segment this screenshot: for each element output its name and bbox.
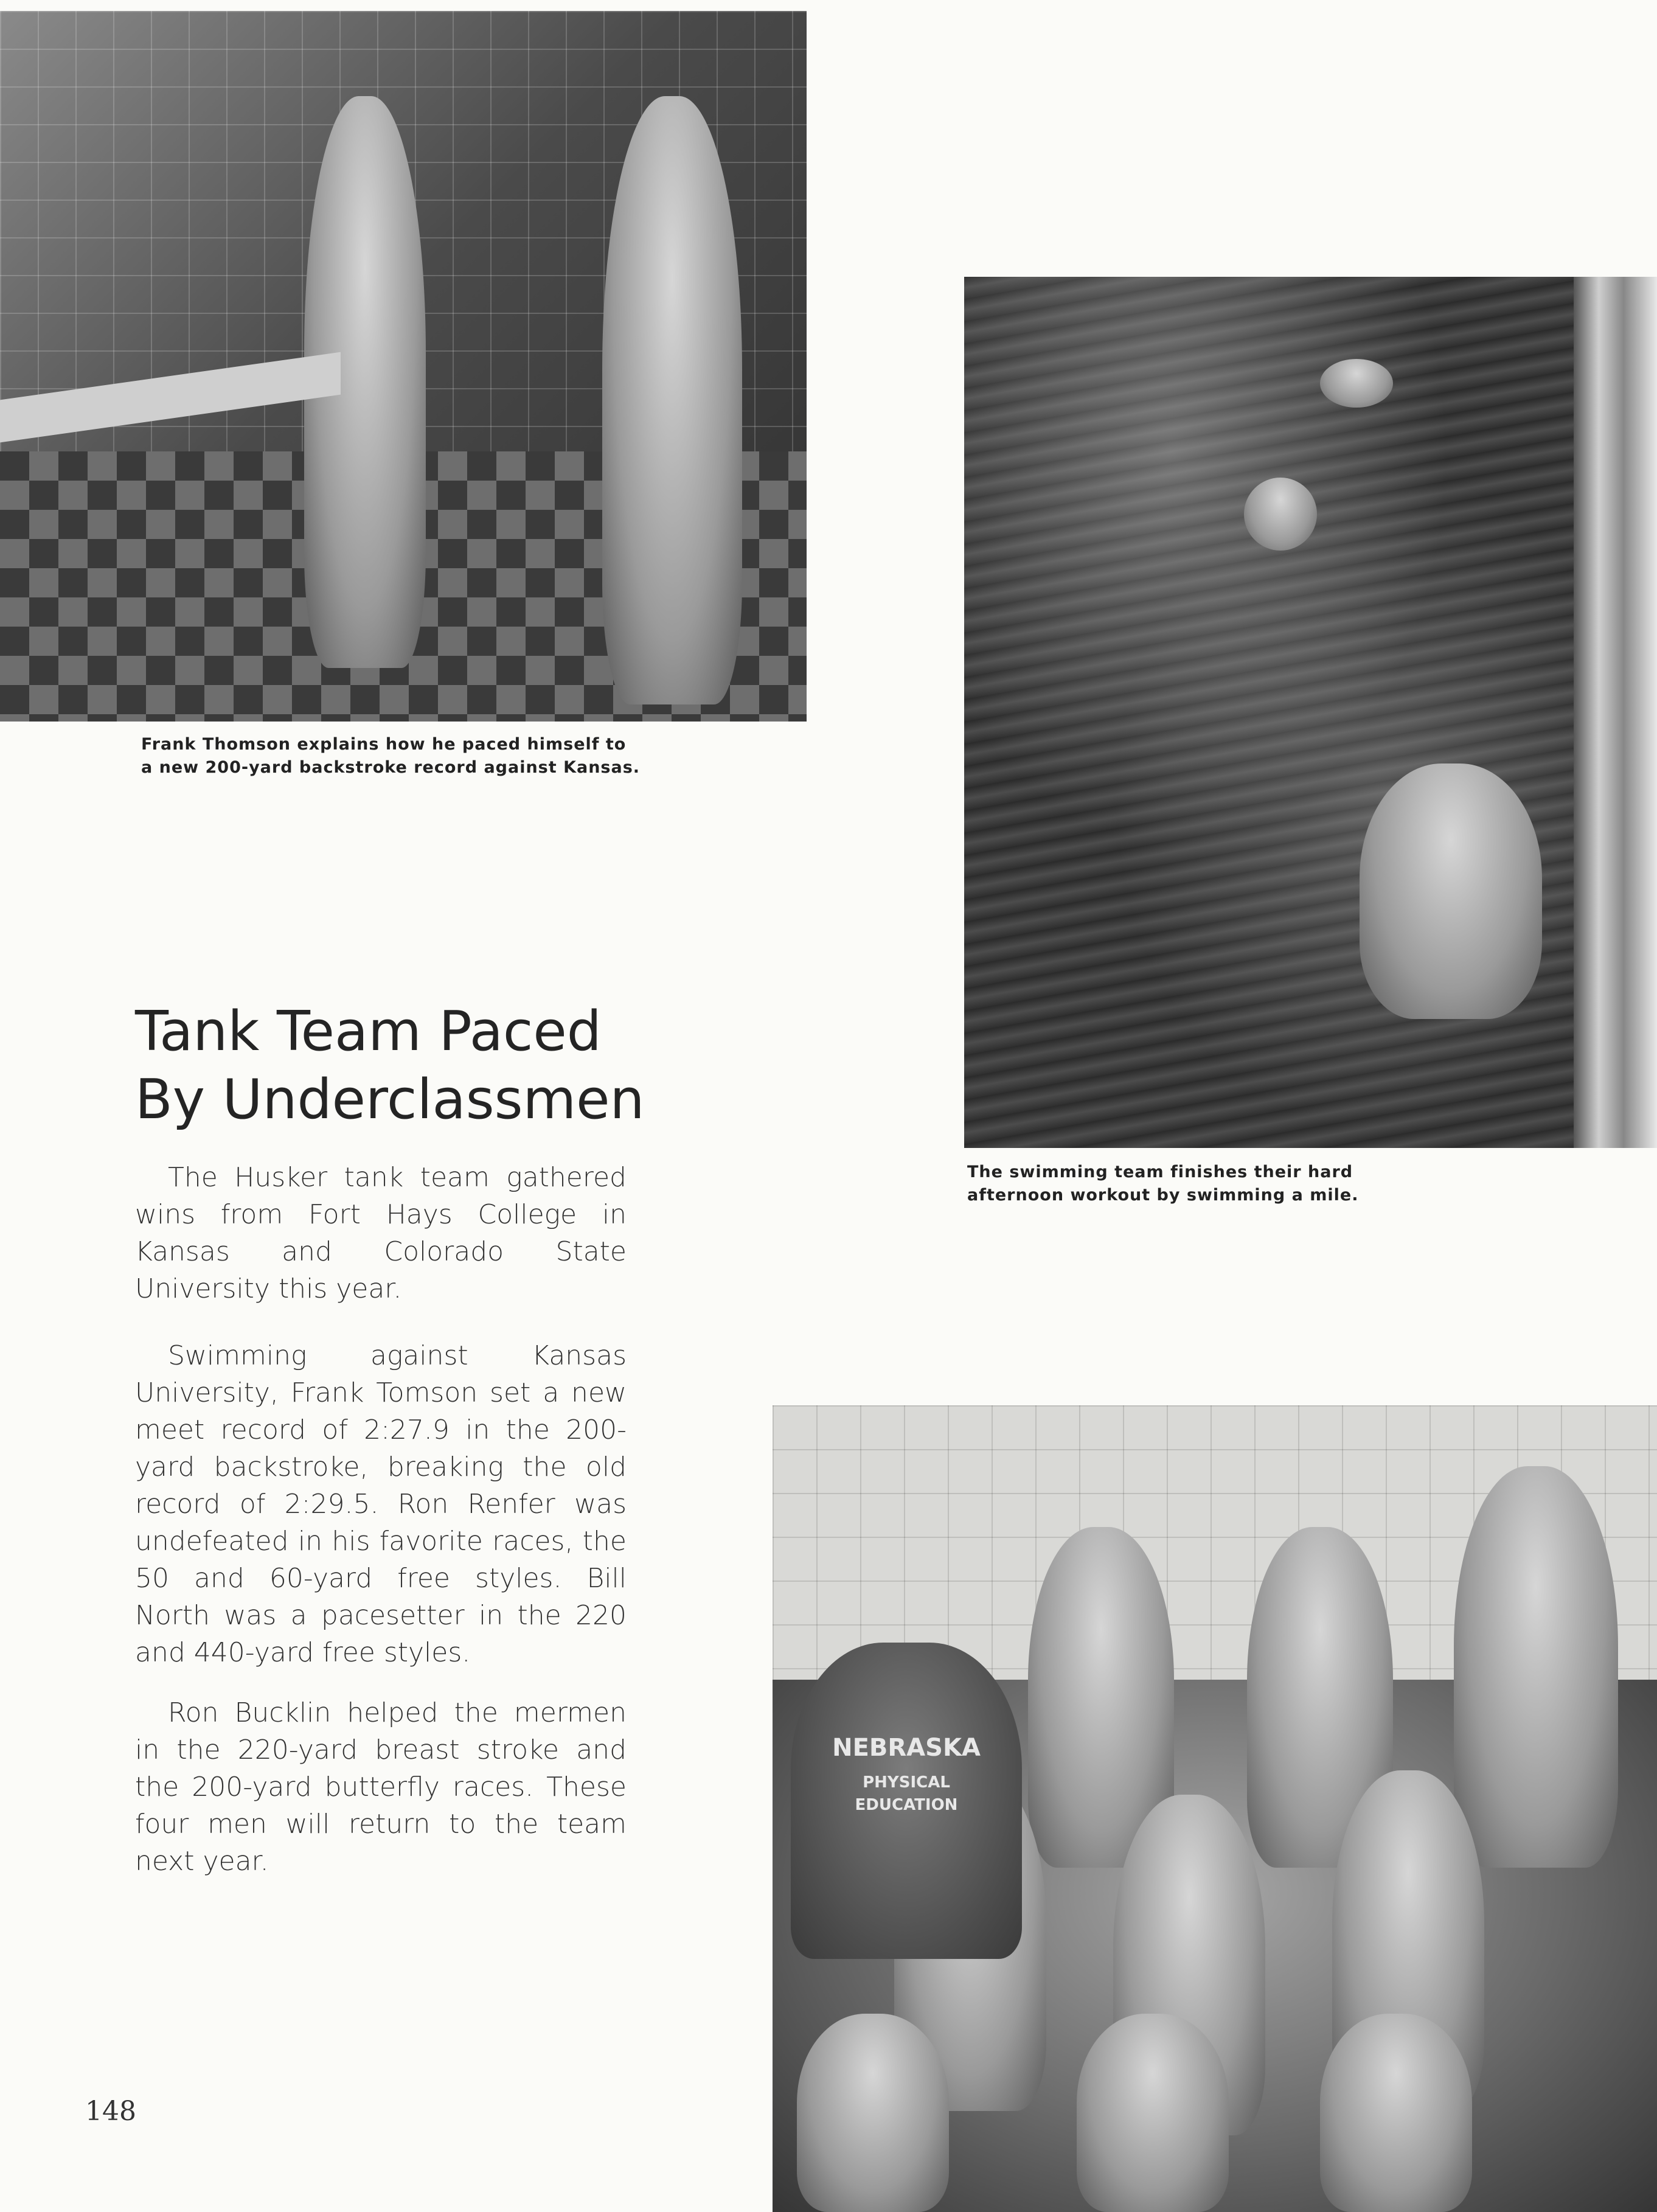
photo-pool-water: [964, 277, 1657, 1148]
photo-swimmer: [1454, 1466, 1618, 1868]
headline-line: By Underclassmen: [135, 1068, 645, 1132]
caption-line: Frank Thomson explains how he paced himself to: [141, 735, 627, 754]
article-paragraph: Ron Bucklin helped the mermen in the 220-yard breast stroke and the 200-yard butterfly races. These four men will return to the team next year.: [135, 1697, 627, 1877]
photo-frank-thomson: [0, 11, 807, 722]
shirt-text: EDUCATION: [855, 1796, 958, 1814]
article-paragraph: Swimming against Kansas University, Frank Tomson set a new meet record of 2:27.9 in the 200-yard backstroke, breaking the old record of 2:29.5. Ron Renfer was undefeated in his favorite races, the 50 and 60-yard free styles. Bill North was a pacesetter in the 220 and 440-yard free styles.: [135, 1340, 627, 1668]
photo-swimmer: [1077, 2014, 1229, 2212]
headline-line: Tank Team Paced: [135, 1000, 602, 1063]
caption-line: a new 200-yard backstroke record against Kansas.: [141, 758, 641, 777]
photo-swimmer-head: [1244, 478, 1317, 551]
photo-swimmer-right: [602, 96, 742, 704]
caption-line: The swimming team finishes their hard: [967, 1163, 1353, 1181]
photo-pool-edge: [1574, 277, 1657, 1148]
photo-coach-shirt: [791, 1643, 1022, 1959]
photo-swimmer: [1320, 2014, 1472, 2212]
page-number: 148: [85, 2096, 136, 2127]
photo-swimmer-at-wall: [1360, 763, 1542, 1019]
article-paragraph: The Husker tank team gathered wins from Fort Hays College in Kansas and Colorado State University this year.: [135, 1162, 627, 1304]
caption-line: afternoon workout by swimming a mile.: [967, 1186, 1359, 1205]
photo-caption-top-right: [967, 1161, 1636, 1207]
photo-swimming-workout: [964, 277, 1657, 1148]
photo-swimmer-head: [1320, 359, 1393, 408]
photo-caption-top-left: [141, 733, 689, 779]
shirt-text: NEBRASKA: [832, 1734, 981, 1762]
photo-swimmer: [797, 2014, 949, 2212]
article-headline: [135, 998, 683, 1134]
shirt-text: PHYSICAL: [863, 1773, 950, 1792]
